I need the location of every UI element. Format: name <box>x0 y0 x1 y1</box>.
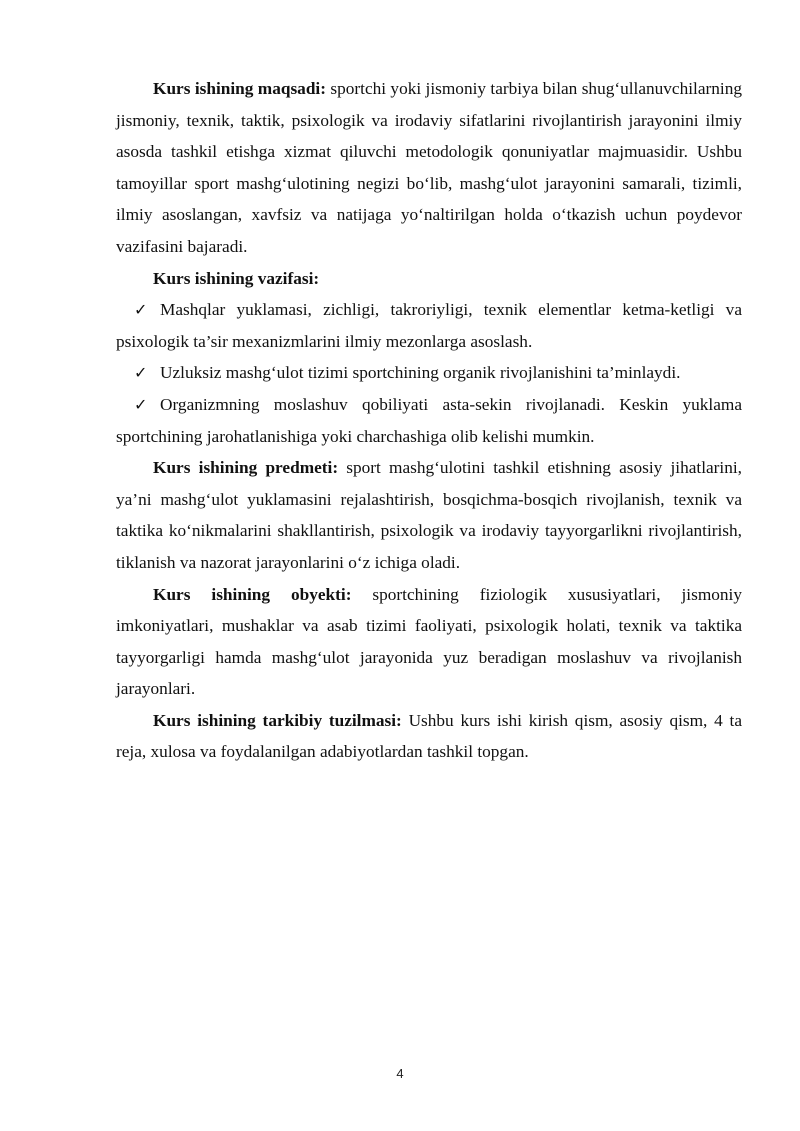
object-label: Kurs ishining obyekti: <box>153 584 352 604</box>
structure-paragraph <box>116 705 742 768</box>
subject-label: Kurs ishining predmeti: <box>153 458 339 478</box>
page-body <box>116 73 742 768</box>
task-item-3 <box>116 389 742 452</box>
goal-paragraph <box>116 73 742 263</box>
task-item-1 <box>116 294 742 357</box>
structure-label: Kurs ishining tarkibiy tuzilmasi: <box>153 710 402 730</box>
task-item-text: Organizmning moslashuv qobiliyati asta-sekin rivojlanadi. Keskin yuklama sportchining jarohatlanishiga yoki charchashiga olib kelishi mumkin. <box>116 394 742 446</box>
tasks-label: Kurs ishining vazifasi: <box>153 268 320 288</box>
subject-paragraph <box>116 452 742 578</box>
object-paragraph <box>116 579 742 705</box>
object-text: sportchining fiziologik xususiyatlari, jismoniy imkoniyatlari, mushaklar va asab tizimi faoliyati, psixologik holati, texnik va taktika tayyorgarligi hamda mashg‘ulot jarayonida yuz beradigan moslashuv va rivojlanish jarayonlari. <box>116 584 742 699</box>
goal-text: sportchi yoki jismoniy tarbiya bilan shug‘ullanuvchilarning jismoniy, texnik, taktik, psixologik va irodaviy sifatlarini rivojlantirish jarayonini ilmiy asosda tashkil etishga xizmat qiluvchi metodologik qonuniyatlar majmuasidir. Ushbu tamoyillar sport mashg‘ulotining negizi bo‘lib, mashg‘ulot jarayonini samarali, tizimli, ilmiy asoslangan, xavfsiz va natijaga yo‘naltirilgan holda o‘tkazish uchun poydevor vazifasini bajaradi. <box>116 79 742 256</box>
page-number: 4 <box>396 1066 404 1081</box>
checkmark-icon: ✓ <box>134 394 148 414</box>
checkmark-icon: ✓ <box>134 300 148 320</box>
subject-text: sport mashg‘ulotini tashkil etishning asosiy jihatlarini, ya’ni mashg‘ulot yuklamasini rejalashtirish, bosqichma-bosqich rivojlanish, texnik va taktika ko‘nikmalarini shakllantirish, psixologik va irodaviy tayyorgarlikni rivojlantirish, tiklanish va nazorat jarayonlarini o‘z ichiga oladi. <box>116 458 742 572</box>
goal-label: Kurs ishining maqsadi: <box>153 79 326 98</box>
tasks-heading <box>116 263 742 295</box>
task-item-text: Mashqlar yuklamasi, zichligi, takroriyligi, texnik elementlar ketma-ketligi va psixologik ta’sir mexanizmlarini ilmiy mezonlarga asoslash. <box>116 300 742 351</box>
task-item-text: Uzluksiz mashg‘ulot tizimi sportchining organik rivojlanishini ta’minlaydi. <box>160 363 681 383</box>
task-item-2 <box>116 357 742 389</box>
structure-text: Ushbu kurs ishi kirish qism, asosiy qism, 4 ta reja, xulosa va foydalanilgan adabiyotlardan tashkil topgan. <box>116 710 743 762</box>
checkmark-icon: ✓ <box>134 363 148 383</box>
